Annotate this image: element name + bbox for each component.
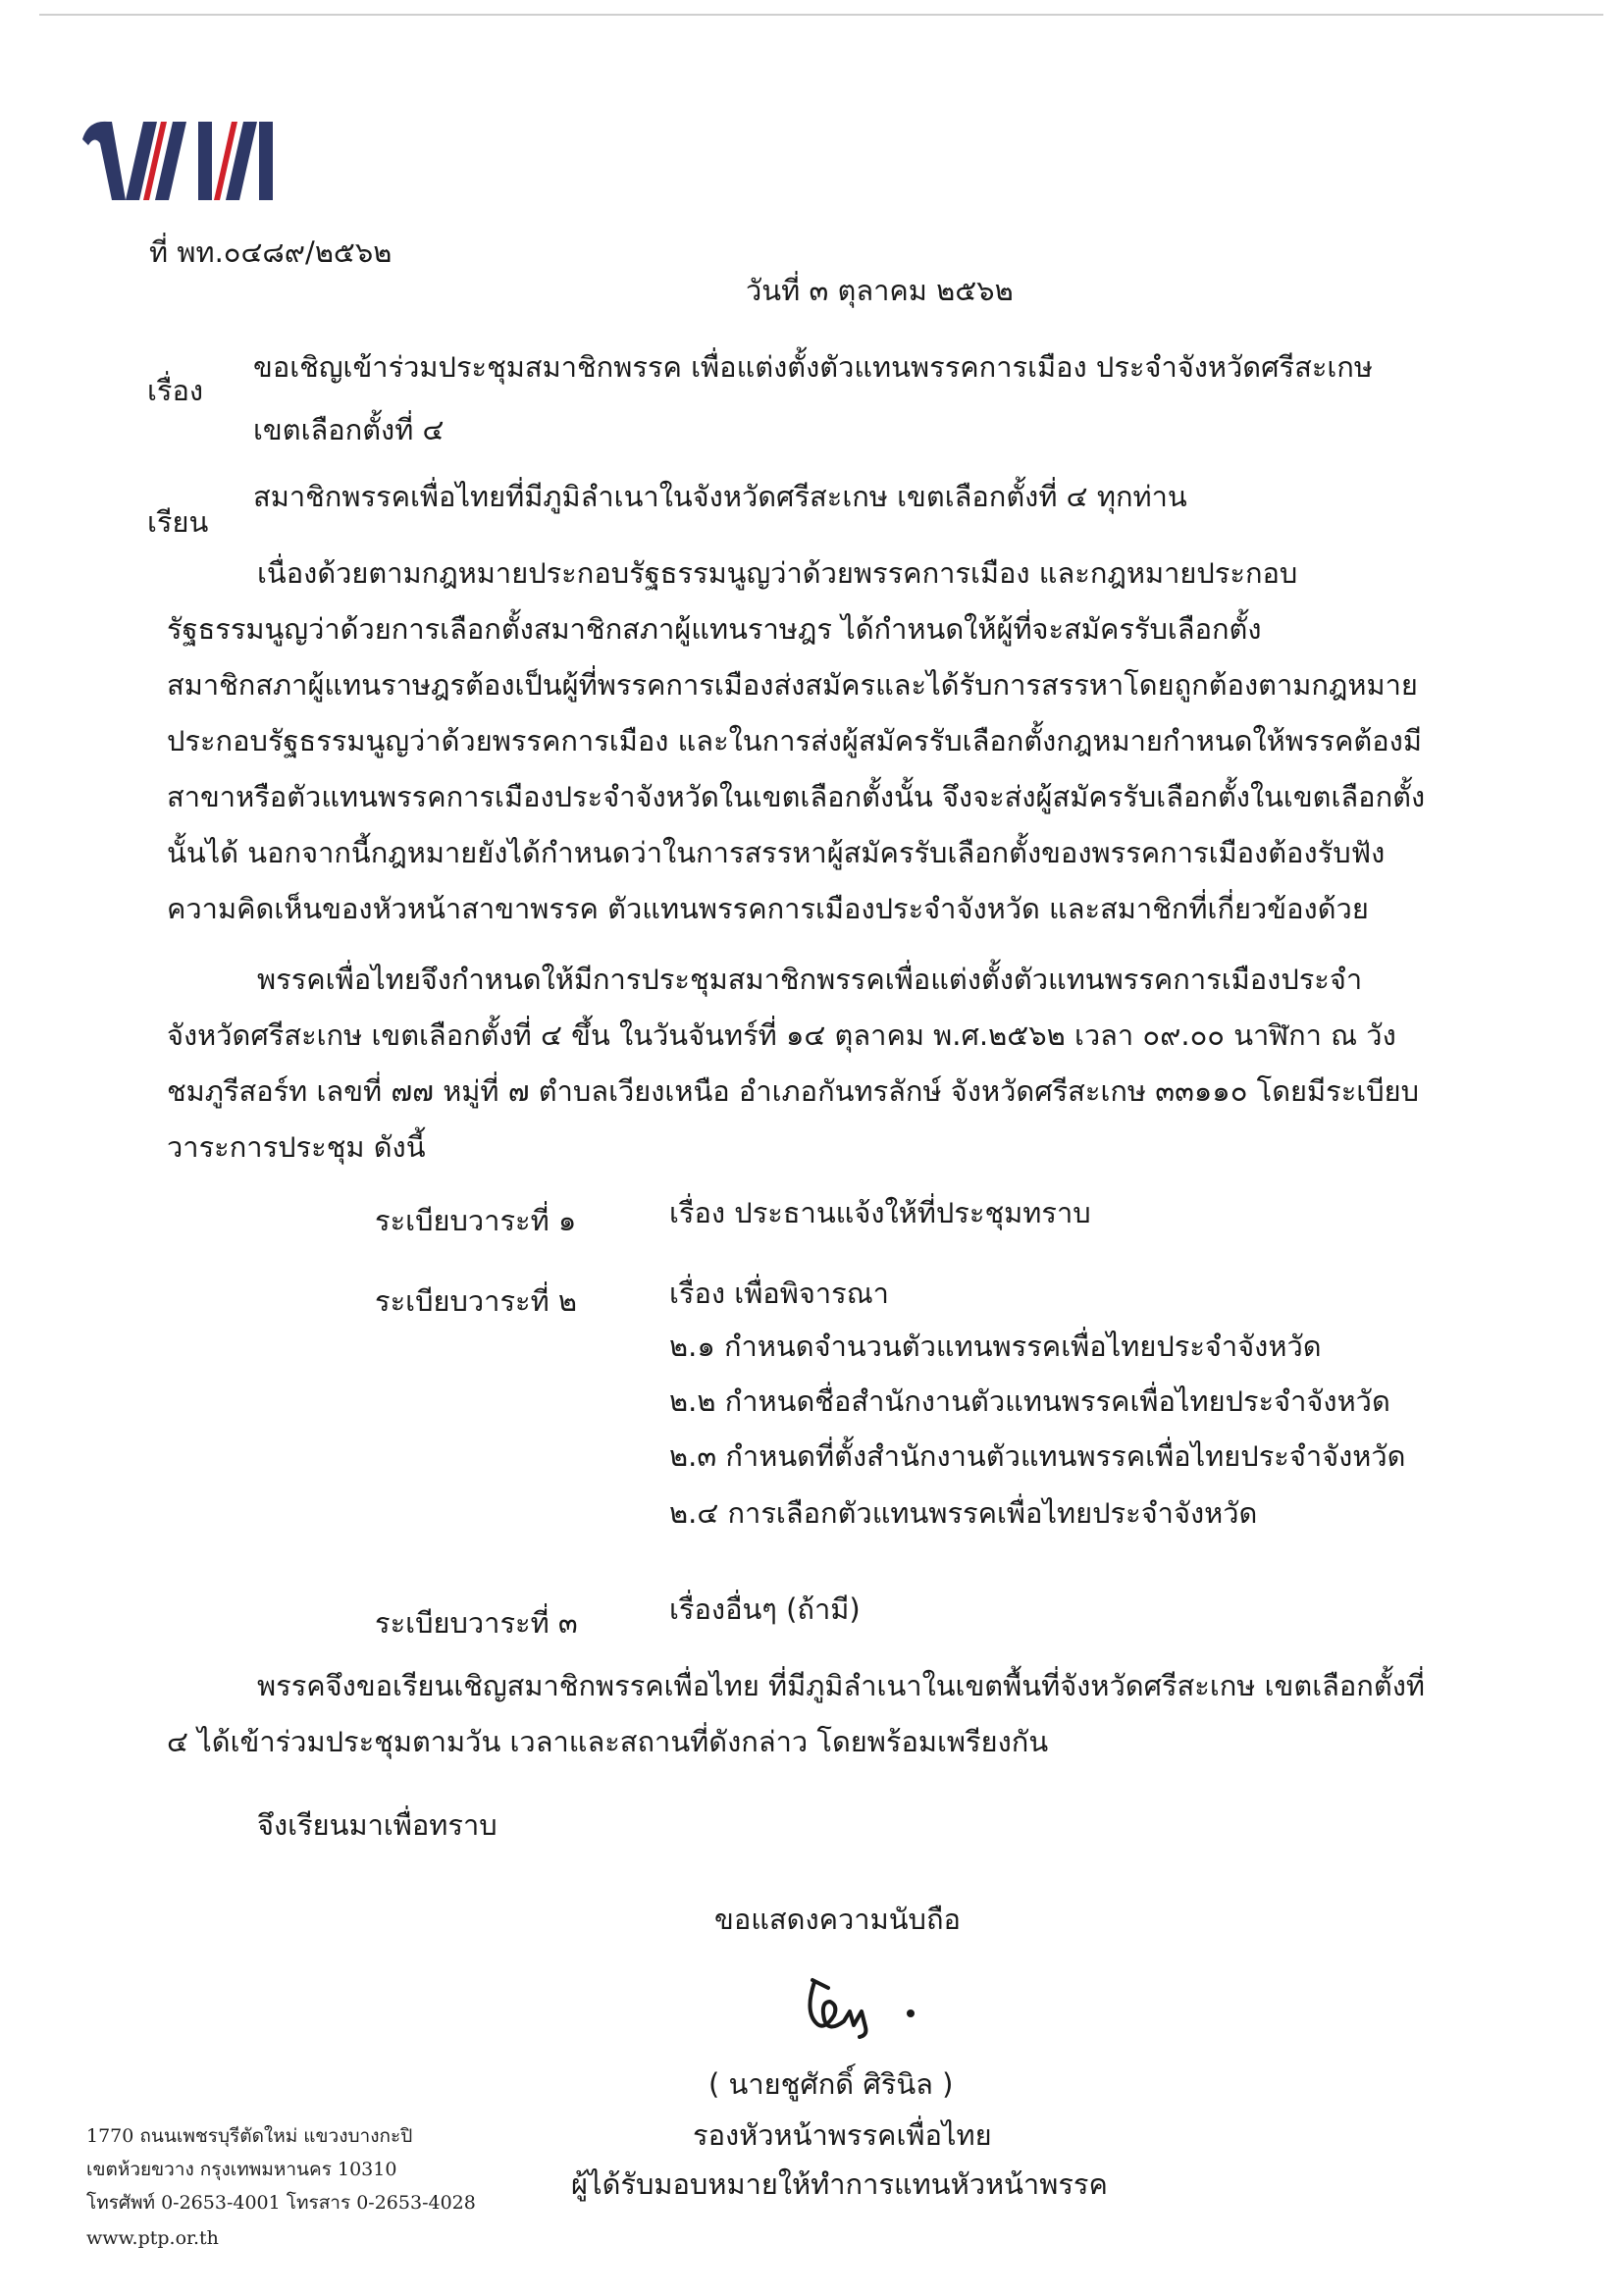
paragraph-1-line: รัฐธรรมนูญว่าด้วยการเลือกตั้งสมาชิกสภาผู้แทนราษฎร ได้กำหนดให้ผู้ที่จะสมัครรับเลือกตั้ง: [167, 612, 1262, 646]
reference-number: ที่ พท.๐๔๘๙/๒๕๖๒: [149, 235, 393, 269]
paragraph-2-line: พรรคเพื่อไทยจึงกำหนดให้มีการประชุมสมาชิกพรรคเพื่อแต่งตั้งตัวแทนพรรคการเมืองประจำ: [257, 963, 1363, 996]
agenda-2-subitem: ๒.๑ กำหนดจำนวนตัวแทนพรรคเพื่อไทยประจำจังหวัด: [669, 1330, 1322, 1363]
paragraph-3-line: พรรคจึงขอเรียนเชิญสมาชิกพรรคเพื่อไทย ที่มีภูมิลำเนาในเขตพื้นที่จังหวัดศรีสะเกษ เขตเลือกตั้งที่: [257, 1669, 1425, 1702]
regards: ขอแสดงความนับถือ: [714, 1903, 961, 1936]
paragraph-1-line: นั้นได้ นอกจากนี้กฎหมายยังได้กำหนดว่าในการสรรหาผู้สมัครรับเลือกตั้งของพรรคการเมืองต้องรับฟัง: [167, 836, 1386, 869]
paragraph-1-line: ประกอบรัฐธรรมนูญว่าด้วยพรรคการเมือง และในการส่งผู้สมัครรับเลือกตั้งกฎหมายกำหนดให้พรรคต้องมี: [167, 724, 1422, 757]
agenda-1-title: เรื่อง ประธานแจ้งให้ที่ประชุมทราบ: [669, 1196, 1091, 1229]
recipient-label: เรียน: [147, 505, 209, 539]
paragraph-2-line: ชมภูรีสอร์ท เลขที่ ๗๗ หมู่ที่ ๗ ตำบลเวียงเหนือ อำเภอกันทรลักษ์ จังหวัดศรีสะเกษ ๓๓๑๑๐ โดยมีระเบียบ: [167, 1074, 1420, 1108]
agenda-3-label: ระเบียบวาระที่ ๓: [375, 1606, 578, 1640]
signer-position-2: ผู้ได้รับมอบหมายให้ทำการแทนหัวหน้าพรรค: [571, 2167, 1108, 2201]
agenda-2-title: เรื่อง เพื่อพิจารณา: [669, 1277, 889, 1310]
agenda-2-label: ระเบียบวาระที่ ๒: [375, 1284, 578, 1318]
paragraph-1-line: สมาชิกสภาผู้แทนราษฎรต้องเป็นผู้ที่พรรคการเมืองส่งสมัครและได้รับการสรรหาโดยถูกต้องตามกฎหมาย: [167, 668, 1418, 702]
subject-label: เรื่อง: [147, 374, 204, 407]
subject-line-2: เขตเลือกตั้งที่ ๔: [253, 413, 445, 446]
agenda-2-subitem: ๒.๒ กำหนดชื่อสำนักงานตัวแทนพรรคเพื่อไทยประจำจังหวัด: [669, 1384, 1390, 1418]
letter-date: วันที่ ๓ ตุลาคม ๒๕๖๒: [746, 274, 1014, 307]
paragraph-2: [167, 952, 1419, 1175]
paragraph-2-line: จังหวัดศรีสะเกษ เขตเลือกตั้งที่ ๔ ขึ้น ในวันจันทร์ที่ ๑๔ ตุลาคม พ.ศ.๒๕๖๒ เวลา ๐๙.๐๐ นาฬิกา ณ วัง: [167, 1018, 1396, 1052]
signature-image: [795, 1972, 932, 2041]
agenda-1-label: ระเบียบวาระที่ ๑: [375, 1204, 577, 1237]
signer-name: ( นายชูศักดิ์ ศิรินิล ): [708, 2067, 954, 2101]
subject-line-1: ขอเชิญเข้าร่วมประชุมสมาชิกพรรค เพื่อแต่งตั้งตัวแทนพรรคการเมือง ประจำจังหวัดศรีสะเกษ: [253, 350, 1373, 384]
footer-address-1: 1770 ถนนเพชรบุรีตัดใหม่ แขวงบางกะปิ: [86, 2125, 413, 2147]
agenda-2-subitem: ๒.๔ การเลือกตัวแทนพรรคเพื่อไทยประจำจังหวัด: [669, 1496, 1258, 1530]
paragraph-2-line: วาระการประชุม ดังนี้: [167, 1130, 426, 1164]
paragraph-1: [167, 546, 1425, 937]
recipient-text: สมาชิกพรรคเพื่อไทยที่มีภูมิลำเนาในจังหวัดศรีสะเกษ เขตเลือกตั้งที่ ๔ ทุกท่าน: [253, 480, 1187, 513]
agenda-3-title: เรื่องอื่นๆ (ถ้ามี): [669, 1592, 861, 1626]
paragraph-1-line: ความคิดเห็นของหัวหน้าสาขาพรรค ตัวแทนพรรคการเมืองประจำจังหวัด และสมาชิกที่เกี่ยวข้องด้วย: [167, 892, 1369, 925]
footer-website: www.ptp.or.th: [86, 2227, 219, 2249]
top-scan-rule: [39, 14, 1603, 16]
paragraph-3: [167, 1658, 1425, 1770]
closing-line: จึงเรียนมาเพื่อทราบ: [257, 1808, 497, 1842]
signer-position-1: รองหัวหน้าพรรคเพื่อไทย: [693, 2118, 992, 2152]
footer-address-2: เขตห้วยขวาง กรุงเทพมหานคร 10310: [86, 2159, 397, 2180]
paragraph-1-line: สาขาหรือตัวแทนพรรคการเมืองประจำจังหวัดในเขตเลือกตั้งนั้น จึงจะส่งผู้สมัครรับเลือกตั้งในเขตเลือกตั้ง: [167, 780, 1426, 813]
agenda-2-subitem: ๒.๓ กำหนดที่ตั้งสำนักงานตัวแทนพรรคเพื่อไทยประจำจังหวัด: [669, 1439, 1406, 1473]
paragraph-1-line: เนื่องด้วยตามกฎหมายประกอบรัฐธรรมนูญว่าด้วยพรรคการเมือง และกฎหมายประกอบ: [257, 556, 1298, 590]
party-logo: [79, 106, 294, 204]
footer-phone: โทรศัพท์ 0-2653-4001 โทรสาร 0-2653-4028: [86, 2192, 476, 2214]
paragraph-3-line: ๔ ได้เข้าร่วมประชุมตามวัน เวลาและสถานที่ดังกล่าว โดยพร้อมเพรียงกัน: [167, 1725, 1049, 1758]
